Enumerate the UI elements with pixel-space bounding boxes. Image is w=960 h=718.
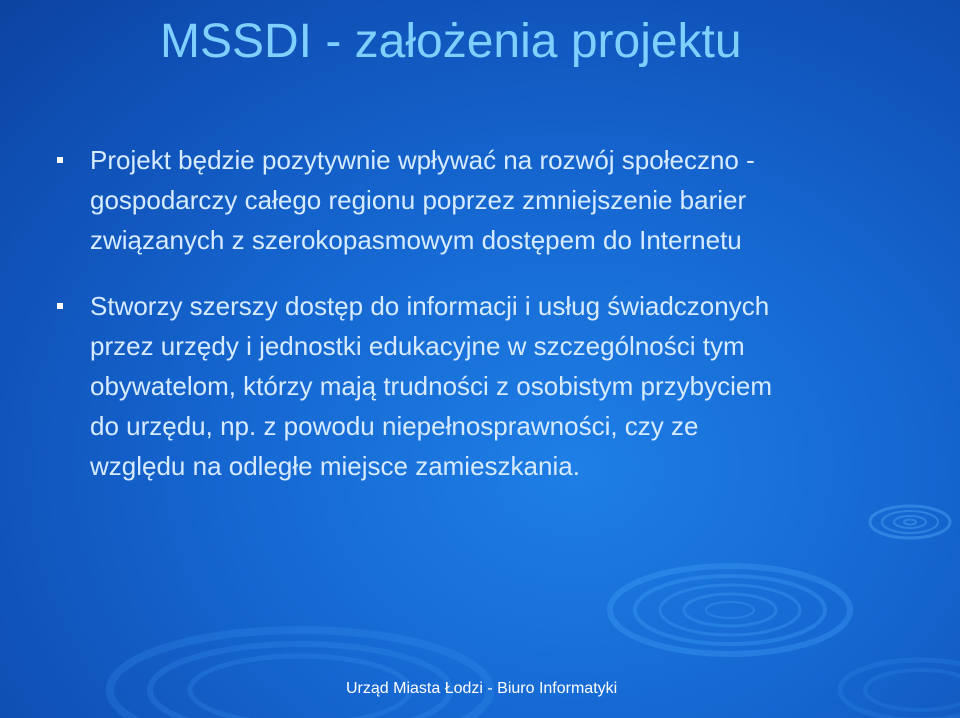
slide-footer: Urząd Miasta Łodzi - Biuro Informatyki bbox=[346, 680, 618, 697]
bullet-line: względu na odległe miejsce zamieszkania. bbox=[90, 451, 580, 481]
bullet-line: gospodarczy całego regionu poprzez zmniejszenie barier bbox=[90, 185, 747, 215]
bullet-item bbox=[0, 286, 960, 486]
bullet-line: obywatelom, którzy mają trudności z osobistym przybyciem bbox=[90, 371, 773, 401]
bullet-item bbox=[0, 140, 960, 260]
bullet-list bbox=[0, 140, 960, 512]
square-bullet-icon bbox=[57, 303, 63, 309]
bullet-line: Stworzy szerszy dostęp do informacji i usług świadczonych bbox=[90, 291, 770, 321]
bullet-line: Projekt będzie pozytywnie wpływać na rozwój społeczno - bbox=[90, 145, 755, 175]
bullet-line: przez urzędy i jednostki edukacyjne w szczególności tym bbox=[90, 331, 745, 361]
square-bullet-icon bbox=[57, 157, 63, 163]
slide-title: MSSDI - założenia projektu bbox=[160, 15, 742, 68]
bullet-line: do urzędu, np. z powodu niepełnosprawności, czy ze bbox=[90, 411, 699, 441]
bullet-line: związanych z szerokopasmowym dostępem do Internetu bbox=[90, 225, 742, 255]
